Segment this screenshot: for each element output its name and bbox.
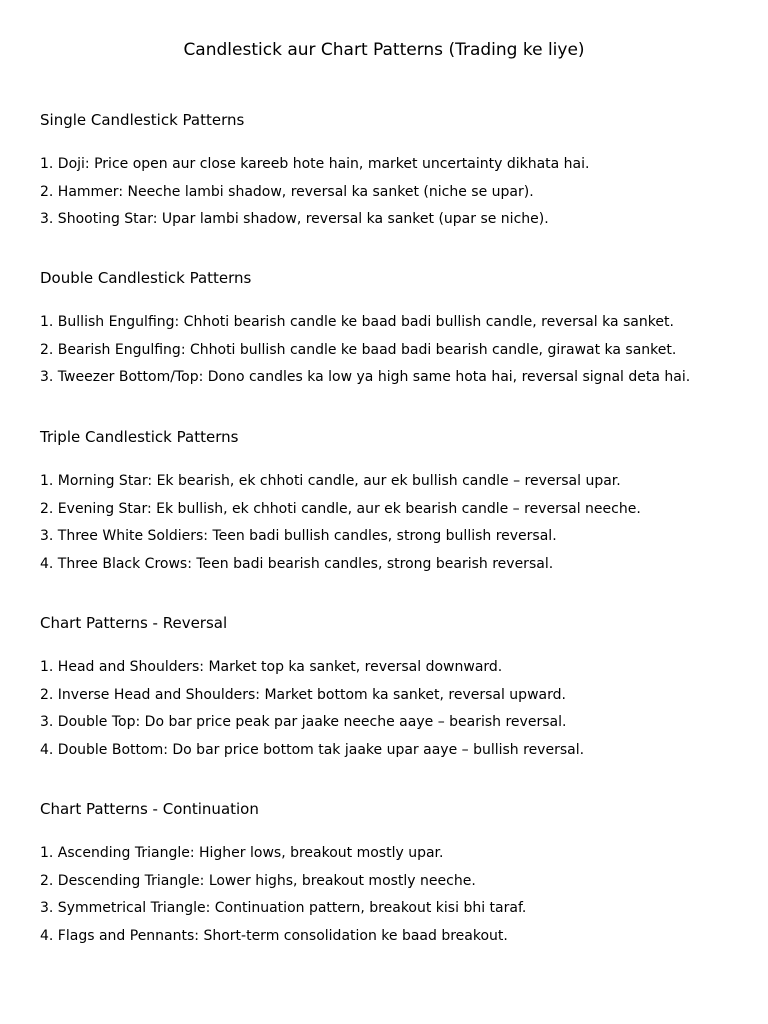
section-triple-candlestick-patterns xyxy=(40,427,740,582)
list-item: 1. Bullish Engulfing: Chhoti bearish candle ke baad badi bullish candle, reversal ka sanket. xyxy=(40,314,674,330)
section-chart-patterns-continuation xyxy=(40,799,740,954)
list-item: 2. Descending Triangle: Lower highs, breakout mostly neeche. xyxy=(40,872,476,889)
list-item: 3. Double Top: Do bar price peak par jaake neeche aaye – bearish reversal. xyxy=(40,714,567,731)
section-chart-patterns-reversal xyxy=(40,613,740,768)
list-item: 2. Evening Star: Ek bullish, ek chhoti candle, aur ek bearish candle – reversal neeche. xyxy=(40,500,641,517)
section-heading: Chart Patterns - Reversal xyxy=(40,614,228,632)
pattern-list xyxy=(40,155,740,238)
list-item: 1. Ascending Triangle: Higher lows, breakout mostly upar. xyxy=(40,845,444,861)
list-item: 3. Tweezer Bottom/Top: Dono candles ka low ya high same hota hai, reversal signal deta hai. xyxy=(40,369,691,386)
section-single-candlestick-patterns xyxy=(40,110,740,238)
list-item: 4. Three Black Crows: Teen badi bearish candles, strong bearish reversal. xyxy=(40,555,554,572)
document-title: Candlestick aur Chart Patterns (Trading ke liye) xyxy=(183,40,585,60)
pattern-list xyxy=(40,313,740,396)
list-item: 1. Head and Shoulders: Market top ka sanket, reversal downward. xyxy=(40,659,503,675)
list-item: 1. Morning Star: Ek bearish, ek chhoti candle, aur ek bullish candle – reversal upar. xyxy=(40,473,621,489)
list-item: 2. Hammer: Neeche lambi shadow, reversal ka sanket (niche se upar). xyxy=(40,183,534,200)
list-item: 2. Bearish Engulfing: Chhoti bullish candle ke baad badi bearish candle, girawat ka sanket. xyxy=(40,341,677,358)
section-heading: Chart Patterns - Continuation xyxy=(40,800,259,818)
list-item: 3. Three White Soldiers: Teen badi bullish candles, strong bullish reversal. xyxy=(40,528,557,545)
pattern-list xyxy=(40,658,740,768)
list-item: 4. Double Bottom: Do bar price bottom tak jaake upar aaye – bullish reversal. xyxy=(40,741,585,758)
section-double-candlestick-patterns xyxy=(40,268,740,396)
list-item: 1. Doji: Price open aur close kareeb hote hain, market uncertainty dikhata hai. xyxy=(40,156,590,172)
list-item: 3. Symmetrical Triangle: Continuation pattern, breakout kisi bhi taraf. xyxy=(40,900,527,917)
list-item: 3. Shooting Star: Upar lambi shadow, reversal ka sanket (upar se niche). xyxy=(40,211,549,228)
list-item: 4. Flags and Pennants: Short-term consolidation ke baad breakout. xyxy=(40,927,508,944)
section-heading: Single Candlestick Patterns xyxy=(40,111,245,129)
list-item: 2. Inverse Head and Shoulders: Market bottom ka sanket, reversal upward. xyxy=(40,686,566,703)
pattern-list xyxy=(40,844,740,954)
section-heading: Double Candlestick Patterns xyxy=(40,269,252,287)
pattern-list xyxy=(40,472,740,582)
section-heading: Triple Candlestick Patterns xyxy=(40,428,239,446)
